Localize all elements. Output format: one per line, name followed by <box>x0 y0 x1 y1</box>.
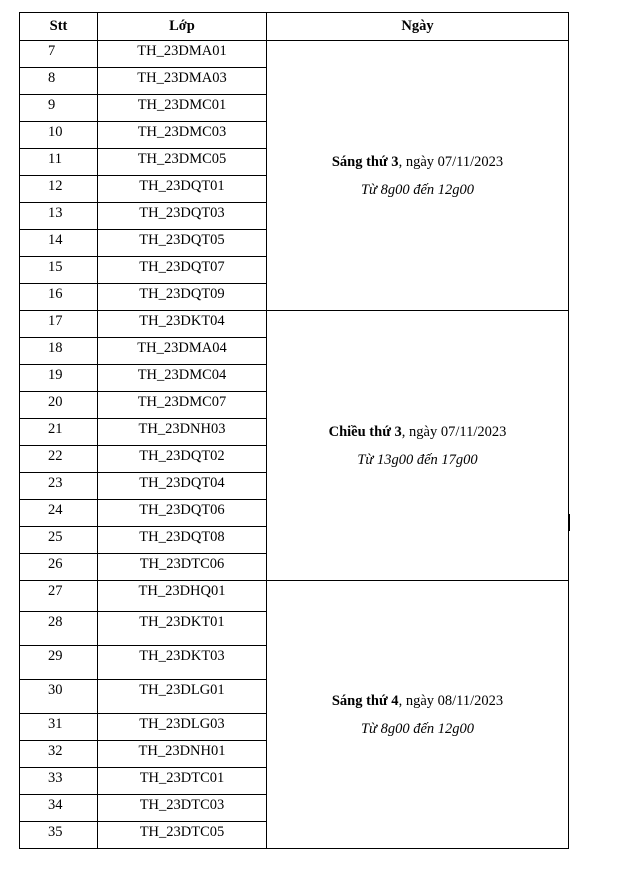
header-lop: Lớp <box>98 13 267 41</box>
class-cell: TH_23DQT09 <box>98 284 267 311</box>
class-cell: TH_23DHQ01 <box>98 581 267 612</box>
stt-cell: 20 <box>20 392 98 419</box>
session-label: Sáng thứ 3 <box>331 153 399 170</box>
session-label: Sáng thứ 4 <box>331 692 399 709</box>
class-cell: TH_23DQT02 <box>98 446 267 473</box>
class-cell: TH_23DLG03 <box>98 714 267 741</box>
class-cell: TH_23DMA01 <box>98 41 267 68</box>
table-row <box>20 41 569 68</box>
stt-cell: 33 <box>20 768 98 795</box>
class-cell: TH_23DQT04 <box>98 473 267 500</box>
schedule-table <box>19 12 569 849</box>
stt-cell: 26 <box>20 554 98 581</box>
date-cell <box>267 41 569 311</box>
stt-cell: 15 <box>20 257 98 284</box>
class-cell: TH_23DKT01 <box>98 612 267 646</box>
class-cell: TH_23DQT05 <box>98 230 267 257</box>
session-time: Từ 8g00 đến 12g00 <box>360 181 475 198</box>
stt-cell: 13 <box>20 203 98 230</box>
date-cell <box>267 581 569 849</box>
stt-cell: 9 <box>20 95 98 122</box>
header-row <box>20 13 569 41</box>
stt-cell: 35 <box>20 822 98 849</box>
text-cursor-mark <box>569 514 570 531</box>
class-cell: TH_23DMC01 <box>98 95 267 122</box>
stt-cell: 23 <box>20 473 98 500</box>
header-stt: Stt <box>20 13 98 41</box>
stt-cell: 17 <box>20 311 98 338</box>
session-time: Từ 8g00 đến 12g00 <box>360 720 475 737</box>
class-cell: TH_23DKT04 <box>98 311 267 338</box>
stt-cell: 32 <box>20 741 98 768</box>
stt-cell: 29 <box>20 646 98 680</box>
stt-cell: 8 <box>20 68 98 95</box>
class-cell: TH_23DTC03 <box>98 795 267 822</box>
class-cell: TH_23DTC05 <box>98 822 267 849</box>
stt-cell: 14 <box>20 230 98 257</box>
class-cell: TH_23DTC01 <box>98 768 267 795</box>
class-cell: TH_23DQT03 <box>98 203 267 230</box>
class-cell: TH_23DKT03 <box>98 646 267 680</box>
class-cell: TH_23DQT07 <box>98 257 267 284</box>
stt-cell: 21 <box>20 419 98 446</box>
stt-cell: 31 <box>20 714 98 741</box>
stt-cell: 28 <box>20 612 98 646</box>
class-cell: TH_23DQT01 <box>98 176 267 203</box>
stt-cell: 25 <box>20 527 98 554</box>
table-row <box>20 581 569 612</box>
stt-cell: 24 <box>20 500 98 527</box>
date-text: , ngày 07/11/2023 <box>398 153 504 170</box>
class-cell: TH_23DMC04 <box>98 365 267 392</box>
class-cell: TH_23DNH01 <box>98 741 267 768</box>
stt-cell: 11 <box>20 149 98 176</box>
class-cell: TH_23DMC05 <box>98 149 267 176</box>
session-date <box>267 152 568 172</box>
stt-cell: 30 <box>20 680 98 714</box>
stt-cell: 7 <box>20 41 98 68</box>
session-label: Chiều thứ 3 <box>328 423 402 440</box>
session-date <box>267 422 568 442</box>
class-cell: TH_23DQT08 <box>98 527 267 554</box>
class-cell: TH_23DMC03 <box>98 122 267 149</box>
class-cell: TH_23DTC06 <box>98 554 267 581</box>
stt-cell: 12 <box>20 176 98 203</box>
stt-cell: 10 <box>20 122 98 149</box>
table-row <box>20 311 569 338</box>
class-cell: TH_23DMA04 <box>98 338 267 365</box>
date-text: , ngày 08/11/2023 <box>398 692 504 709</box>
class-cell: TH_23DLG01 <box>98 680 267 714</box>
stt-cell: 27 <box>20 581 98 612</box>
class-cell: TH_23DQT06 <box>98 500 267 527</box>
stt-cell: 22 <box>20 446 98 473</box>
header-ngay: Ngày <box>267 13 569 41</box>
stt-cell: 34 <box>20 795 98 822</box>
stt-cell: 16 <box>20 284 98 311</box>
stt-cell: 18 <box>20 338 98 365</box>
session-time: Từ 13g00 đến 17g00 <box>357 451 478 468</box>
date-cell <box>267 311 569 581</box>
class-cell: TH_23DNH03 <box>98 419 267 446</box>
date-text: , ngày 07/11/2023 <box>401 423 507 440</box>
session-date <box>267 691 568 711</box>
stt-cell: 19 <box>20 365 98 392</box>
class-cell: TH_23DMA03 <box>98 68 267 95</box>
class-cell: TH_23DMC07 <box>98 392 267 419</box>
